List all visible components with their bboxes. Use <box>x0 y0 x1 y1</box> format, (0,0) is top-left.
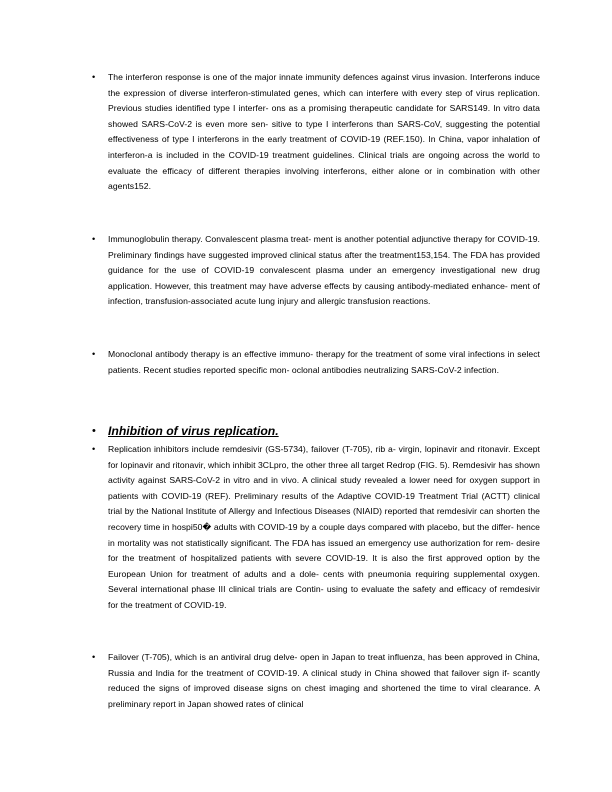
bullet-interferon-response <box>92 70 540 195</box>
paragraph-text: Immunoglobulin therapy. Convalescent plasma treat- ment is another potential adjunctive therapy for COVID-19. Preliminary findings have suggested improved clinical status after the treatment153,154. The FDA has provided guidance for the use of COVID-19 convalescent plasma under an emergency investigational new drug application. However, this treatment may have adverse effects by causing antibody-mediated enhance- ment of infection, transfusion-associated acute lung injury and allergic transfusion reactions. <box>108 234 540 307</box>
paragraph-text: Failover (T-705), which is an antiviral drug delve- open in Japan to treat influenza, has been approved in China, Russia and India for the treatment of COVID-19. A clinical study in China showed that failover sign if- scantly reduced the signs of improved disease signs on chest imaging and shortened the time to viral clearance. A preliminary report in Japan showed rates of clinical <box>108 652 540 709</box>
bullet-icon: • <box>92 652 96 662</box>
bullet-icon: • <box>92 72 96 82</box>
bullet-failover <box>92 650 540 712</box>
bullet-icon: • <box>92 234 96 244</box>
bullet-icon: • <box>92 425 96 437</box>
bullet-icon: • <box>92 444 96 454</box>
section-heading-inhibition <box>92 422 540 440</box>
paragraph-text: The interferon response is one of the major innate immunity defences against virus invasion. Interferons induce the expression of diverse interferon-stimulated genes, which can interfere with every step of virus replication. Previous studies identified type I interfer- ons as a promising therapeutic candidate for SARS149. In vitro data showed SARS-CoV-2 is even more sen- sitive to type I interferons than SARS-CoV, suggesting the potential effectiveness of type I interferons in the early treatment of COVID-19 (REF.150). In China, vapor inhalation of interferon-a is included in the COVID-19 treatment guidelines. Clinical trials are ongoing across the world to evaluate the efficacy of different therapies involving interferons, either alone or in combination with other agents152. <box>108 72 540 192</box>
bullet-icon: • <box>92 349 96 359</box>
bullet-monoclonal-antibody <box>92 347 540 378</box>
paragraph-text: Monoclonal antibody therapy is an effective immuno- therapy for the treatment of some viral infections in select patients. Recent studies reported specific mon- oclonal antibodies neutralizing SARS-CoV-2 infection. <box>108 349 540 375</box>
paragraph-text: Replication inhibitors include remdesivir (GS-5734), failover (T-705), rib a- virgin, lopinavir and ritonavir. Except for lopinavir and ritonavir, which inhibit 3CLpro, the other three all target Redrop (FIG. 5). Remdesivir has shown activity against SARS-CoV-2 in vitro and in vivo. A clinical study revealed a lower need for oxygen support in patients with COVID-19 (REF). Preliminary results of the Adaptive COVID-19 Treatment Trial (ACTT) clinical trial by the National Institute of Allergy and Infectious Diseases (NIAID) reported that remdesivir can shorten the recovery time in hospi50� adults with COVID-19 by a couple days compared with placebo, but the differ- hence in mortality was not statistically significant. The FDA has issued an emergency use authorization for rem- desire for the treatment of hospitalized patients with severe COVID-19. It is also the first approved option by the European Union for treatment of adults and a dole- cents with pneumonia requiring supplemental oxygen. Several international phase III clinical trials are Contin- using to evaluate the safety and efficacy of remdesivir for the treatment of COVID-19. <box>108 444 540 610</box>
bullet-immunoglobulin-therapy <box>92 232 540 310</box>
bullet-replication-inhibitors <box>92 442 540 614</box>
heading-text: Inhibition of virus replication. <box>108 424 279 438</box>
